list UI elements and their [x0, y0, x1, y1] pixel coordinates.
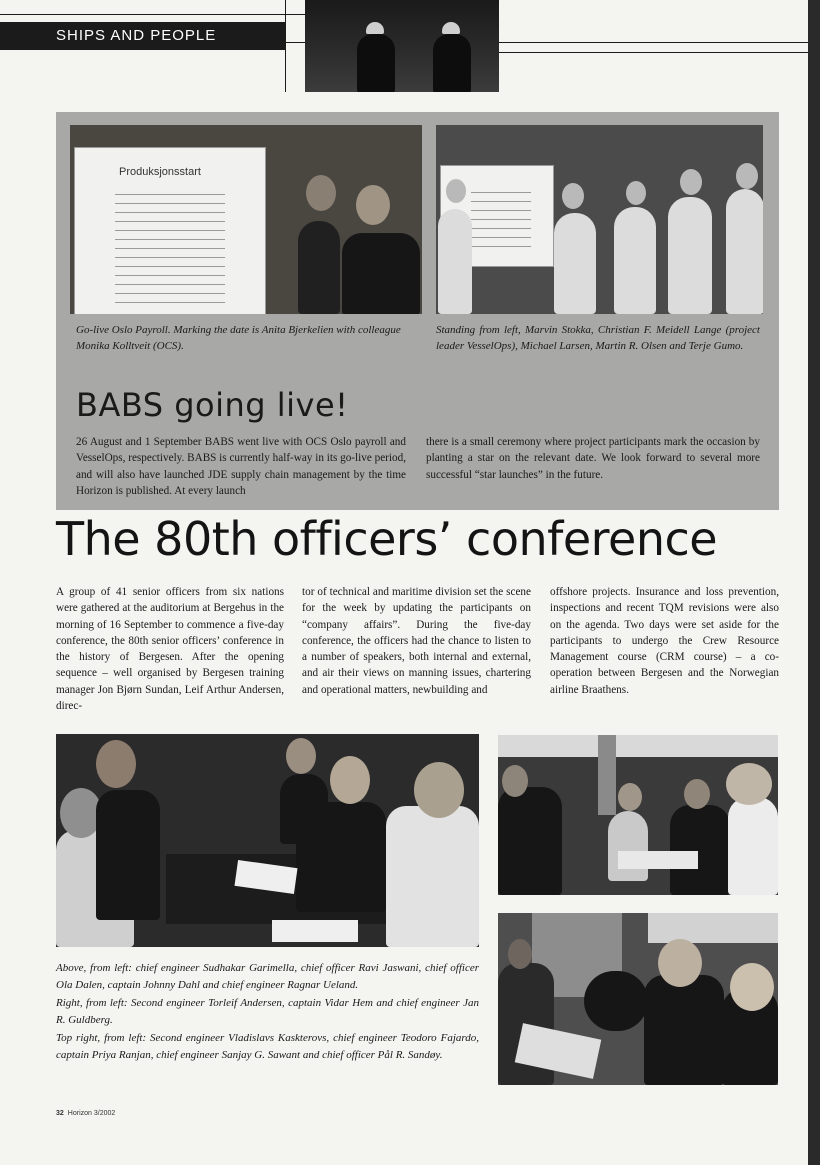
- header-photo: [305, 0, 499, 92]
- header-rule-top: [0, 14, 305, 15]
- header-divider: [285, 0, 286, 92]
- page-edge: [808, 0, 820, 1165]
- article-col1: A group of 41 senior officers from six nations were gathered at the auditorium at Bergehus in the morning of 16 September to commence a five-day conference, the 80th senior officers’ conference in the history of Bergesen. After the opening sequence – well organised by Bergesen training manager Jon Bjørn Sundan, Leif Arthur Andersen, direc-: [56, 586, 284, 713]
- conference-photo-main: [56, 734, 479, 947]
- article-col2: tor of technical and maritime division set the scene for the week by updating the participants on “company affairs”. During the five-day conference, the officers had the chance to listen to a number of speakers, both internal and external, and air their views on manning issues, chartering and operational matters, newbuilding and: [302, 586, 531, 696]
- caption-right: Right, from left: Second engineer Torleif Andersen, captain Vidar Hem and chief engineer Jan R. Guldberg.: [56, 996, 479, 1027]
- babs-caption-left: Go-live Oslo Payroll. Marking the date is Anita Bjerkelien with colleague Monika Kolltveit (OCS).: [76, 324, 401, 352]
- caption-above: Above, from left: chief engineer Sudhakar Garimella, chief officer Ravi Jaswani, chief officer Ola Dalen, captain Johnny Dahl and chief engineer Ragnar Ueland.: [56, 962, 479, 992]
- header-rule-right-a: [499, 42, 808, 43]
- page-footer: [56, 1110, 115, 1117]
- article-col3: offshore projects. Insurance and loss prevention, inspections and recent TQM revisions were also on the agenda. Two days were set aside for the participants to undergo the Crew Resource Management course (CRM course) – a co-operation between Bergesen and the Norwegian airline Braathens.: [550, 586, 779, 696]
- babs-headline: BABS going live!: [76, 386, 349, 424]
- article-title: The 80th officers’ conference: [56, 512, 718, 566]
- header-rule-mid: [285, 42, 305, 43]
- babs-photo-right: [436, 125, 763, 314]
- babs-body-col2: there is a small ceremony where project participants mark the occasion by planting a star on the relevant date. We look forward to several more successful “star launches” in the future.: [426, 436, 760, 481]
- babs-caption-right: Standing from left, Marvin Stokka, Christian F. Meidell Lange (project leader VesselOps), Michael Larsen, Martin R. Olsen and Terje Gumo.: [436, 324, 760, 352]
- conference-photo-bottom-right: [498, 913, 778, 1085]
- issue-label: Horizon 3/2002: [67, 1110, 116, 1117]
- conference-captions: [56, 960, 479, 1064]
- section-header: [0, 22, 285, 50]
- babs-body-col1: 26 August and 1 September BABS went live with OCS Oslo payroll and VesselOps, respectively. BABS is currently half-way in its go-live period, and will also have launched JDE supply chain management by the time Horizon is published. At every launch: [76, 436, 406, 497]
- conference-photo-top-right: [498, 735, 778, 895]
- babs-photo-left: [70, 125, 422, 314]
- whiteboard-title: Produksjonsstart: [119, 166, 201, 178]
- section-title: SHIPS AND PEOPLE: [56, 27, 217, 44]
- page-number: 32: [56, 1110, 64, 1117]
- caption-top-right: Top right, from left: Second engineer Vladislavs Kaskterovs, chief engineer Teodoro Fajardo, captain Priya Ranjan, chief engineer Sanjay G. Sawant and chief officer Pål R. Sandøy.: [56, 1031, 479, 1062]
- header-rule-right-b: [499, 52, 808, 53]
